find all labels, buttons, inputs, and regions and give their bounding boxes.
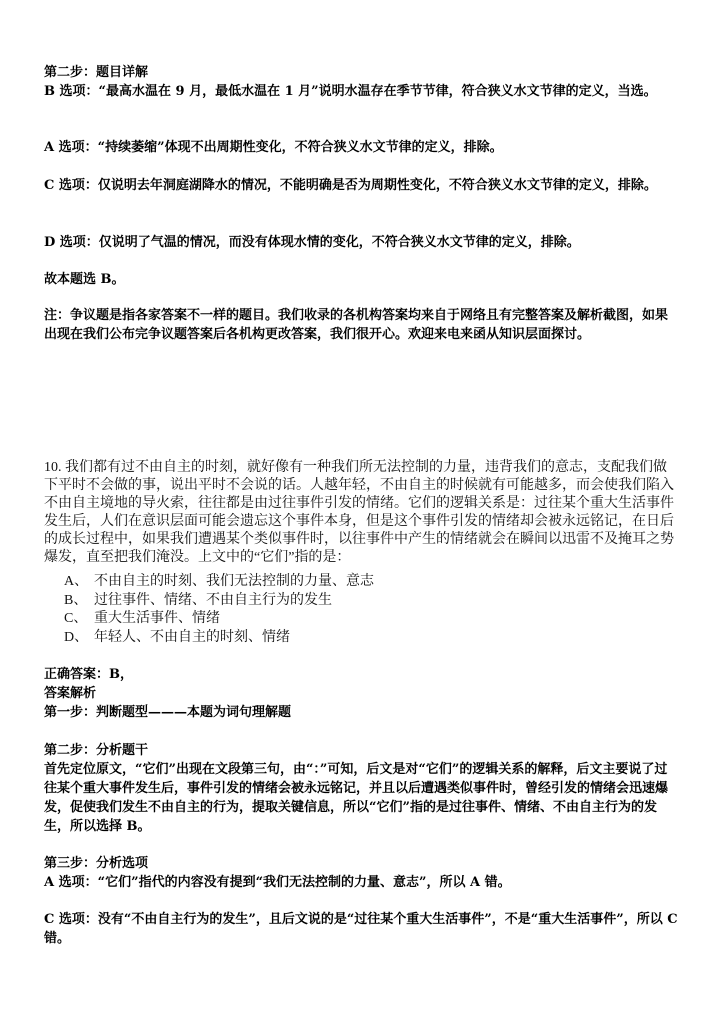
step3-option-c: C 选项：没有“不由自主行为的发生”，且后文说的是“过往某个重大生活事件”，不是“重大生活事件”，所以 C 错。 xyxy=(44,912,678,946)
option-d xyxy=(64,629,290,647)
option-a-explanation: A 选项：“持续萎缩”体现不出周期性变化，不符合狭义水文节律的定义，排除。 xyxy=(44,140,503,155)
question-10-stem: 10. 我们都有过不由自主的时刻，就好像有一种我们所无法控制的力量，违背我们的意志，支配我们做下平时不会做的事，说出平时不会说的话。人越年轻，不由自主的时候就有可能越多，而会使我们陷入不由自主境地的导火索，往往都是由过往事件引发的情绪。它们的逻辑关系是：过往某个重大生活事件发生后，人们在意识层面可能会遗忘这个事件本身，但是这个事件引发的情绪却会被永远铭记，在日后的成长过程中，如果我们遭遇某个类似事件时，以往事件中产生的情绪就会在瞬间以迅雷不及掩耳之势爆发，直至把我们淹没。上文中的“它们”指的是： xyxy=(44,460,674,565)
conclusion: 故本题选 B。 xyxy=(44,272,125,287)
option-letter: B、 xyxy=(64,593,88,608)
option-b xyxy=(64,592,332,610)
option-b-explanation: B 选项：“最高水温在 9 月，最低水温在 1 月”说明水温存在季节节律，符合狭义水文节律的定义，当选。 xyxy=(44,84,657,99)
step3-heading: 第三步：分析选项 xyxy=(44,856,149,871)
option-c xyxy=(64,610,220,628)
analysis-label: 答案解析 xyxy=(44,686,97,701)
step1-line: 第一步：判断题型———本题为词句理解题 xyxy=(44,705,292,720)
option-text: 不由自主的时刻、我们无法控制的力量、意志 xyxy=(94,574,374,589)
step3-option-a: A 选项：“它们”指代的内容没有提到“我们无法控制的力量、意志”，所以 A 错。 xyxy=(44,875,511,890)
step2-body: 首先定位原文，“它们”出现在文段第三句，由“：”可知，后文是对“它们”的逻辑关系的解释，后文主要说了过往某个重大事件发生后，事件引发的情绪会被永远铭记，并且以后遭遇类似事件时，曾经引发的情绪会迅速爆发，促使我们发生不由自主的行为，提取关键信息，所以“它们”指的是过往事件、情绪、不由自主行为的发生，所以选择 B。 xyxy=(44,762,669,834)
option-c-explanation: C 选项：仅说明去年洞庭湖降水的情况，不能明确是否为周期性变化，不符合狭义水文节律的定义，排除。 xyxy=(44,178,657,193)
option-text: 重大生活事件、情绪 xyxy=(94,611,220,626)
step2-heading-q10: 第二步：分析题干 xyxy=(44,743,149,758)
option-d-explanation: D 选项：仅说明了气温的情况，而没有体现水情的变化，不符合狭义水文节律的定义，排除。 xyxy=(44,235,580,250)
dispute-note: 注：争议题是指各家答案不一样的题目。我们收录的各机构答案均来自于网络且有完整答案及解析截图，如果出现在我们公布完争议题答案后各机构更改答案，我们很开心。欢迎来电来函从知识层面探讨。 xyxy=(44,308,669,342)
option-letter: A、 xyxy=(64,574,89,589)
option-text: 年轻人、不由自主的时刻、情绪 xyxy=(94,630,290,645)
option-letter: D、 xyxy=(64,630,89,645)
option-letter: C、 xyxy=(64,611,88,626)
option-text: 过往事件、情绪、不由自主行为的发生 xyxy=(94,593,332,608)
option-a xyxy=(64,573,374,591)
step2-heading: 第二步：题目详解 xyxy=(44,65,149,80)
correct-answer: 正确答案：B， xyxy=(44,667,133,682)
